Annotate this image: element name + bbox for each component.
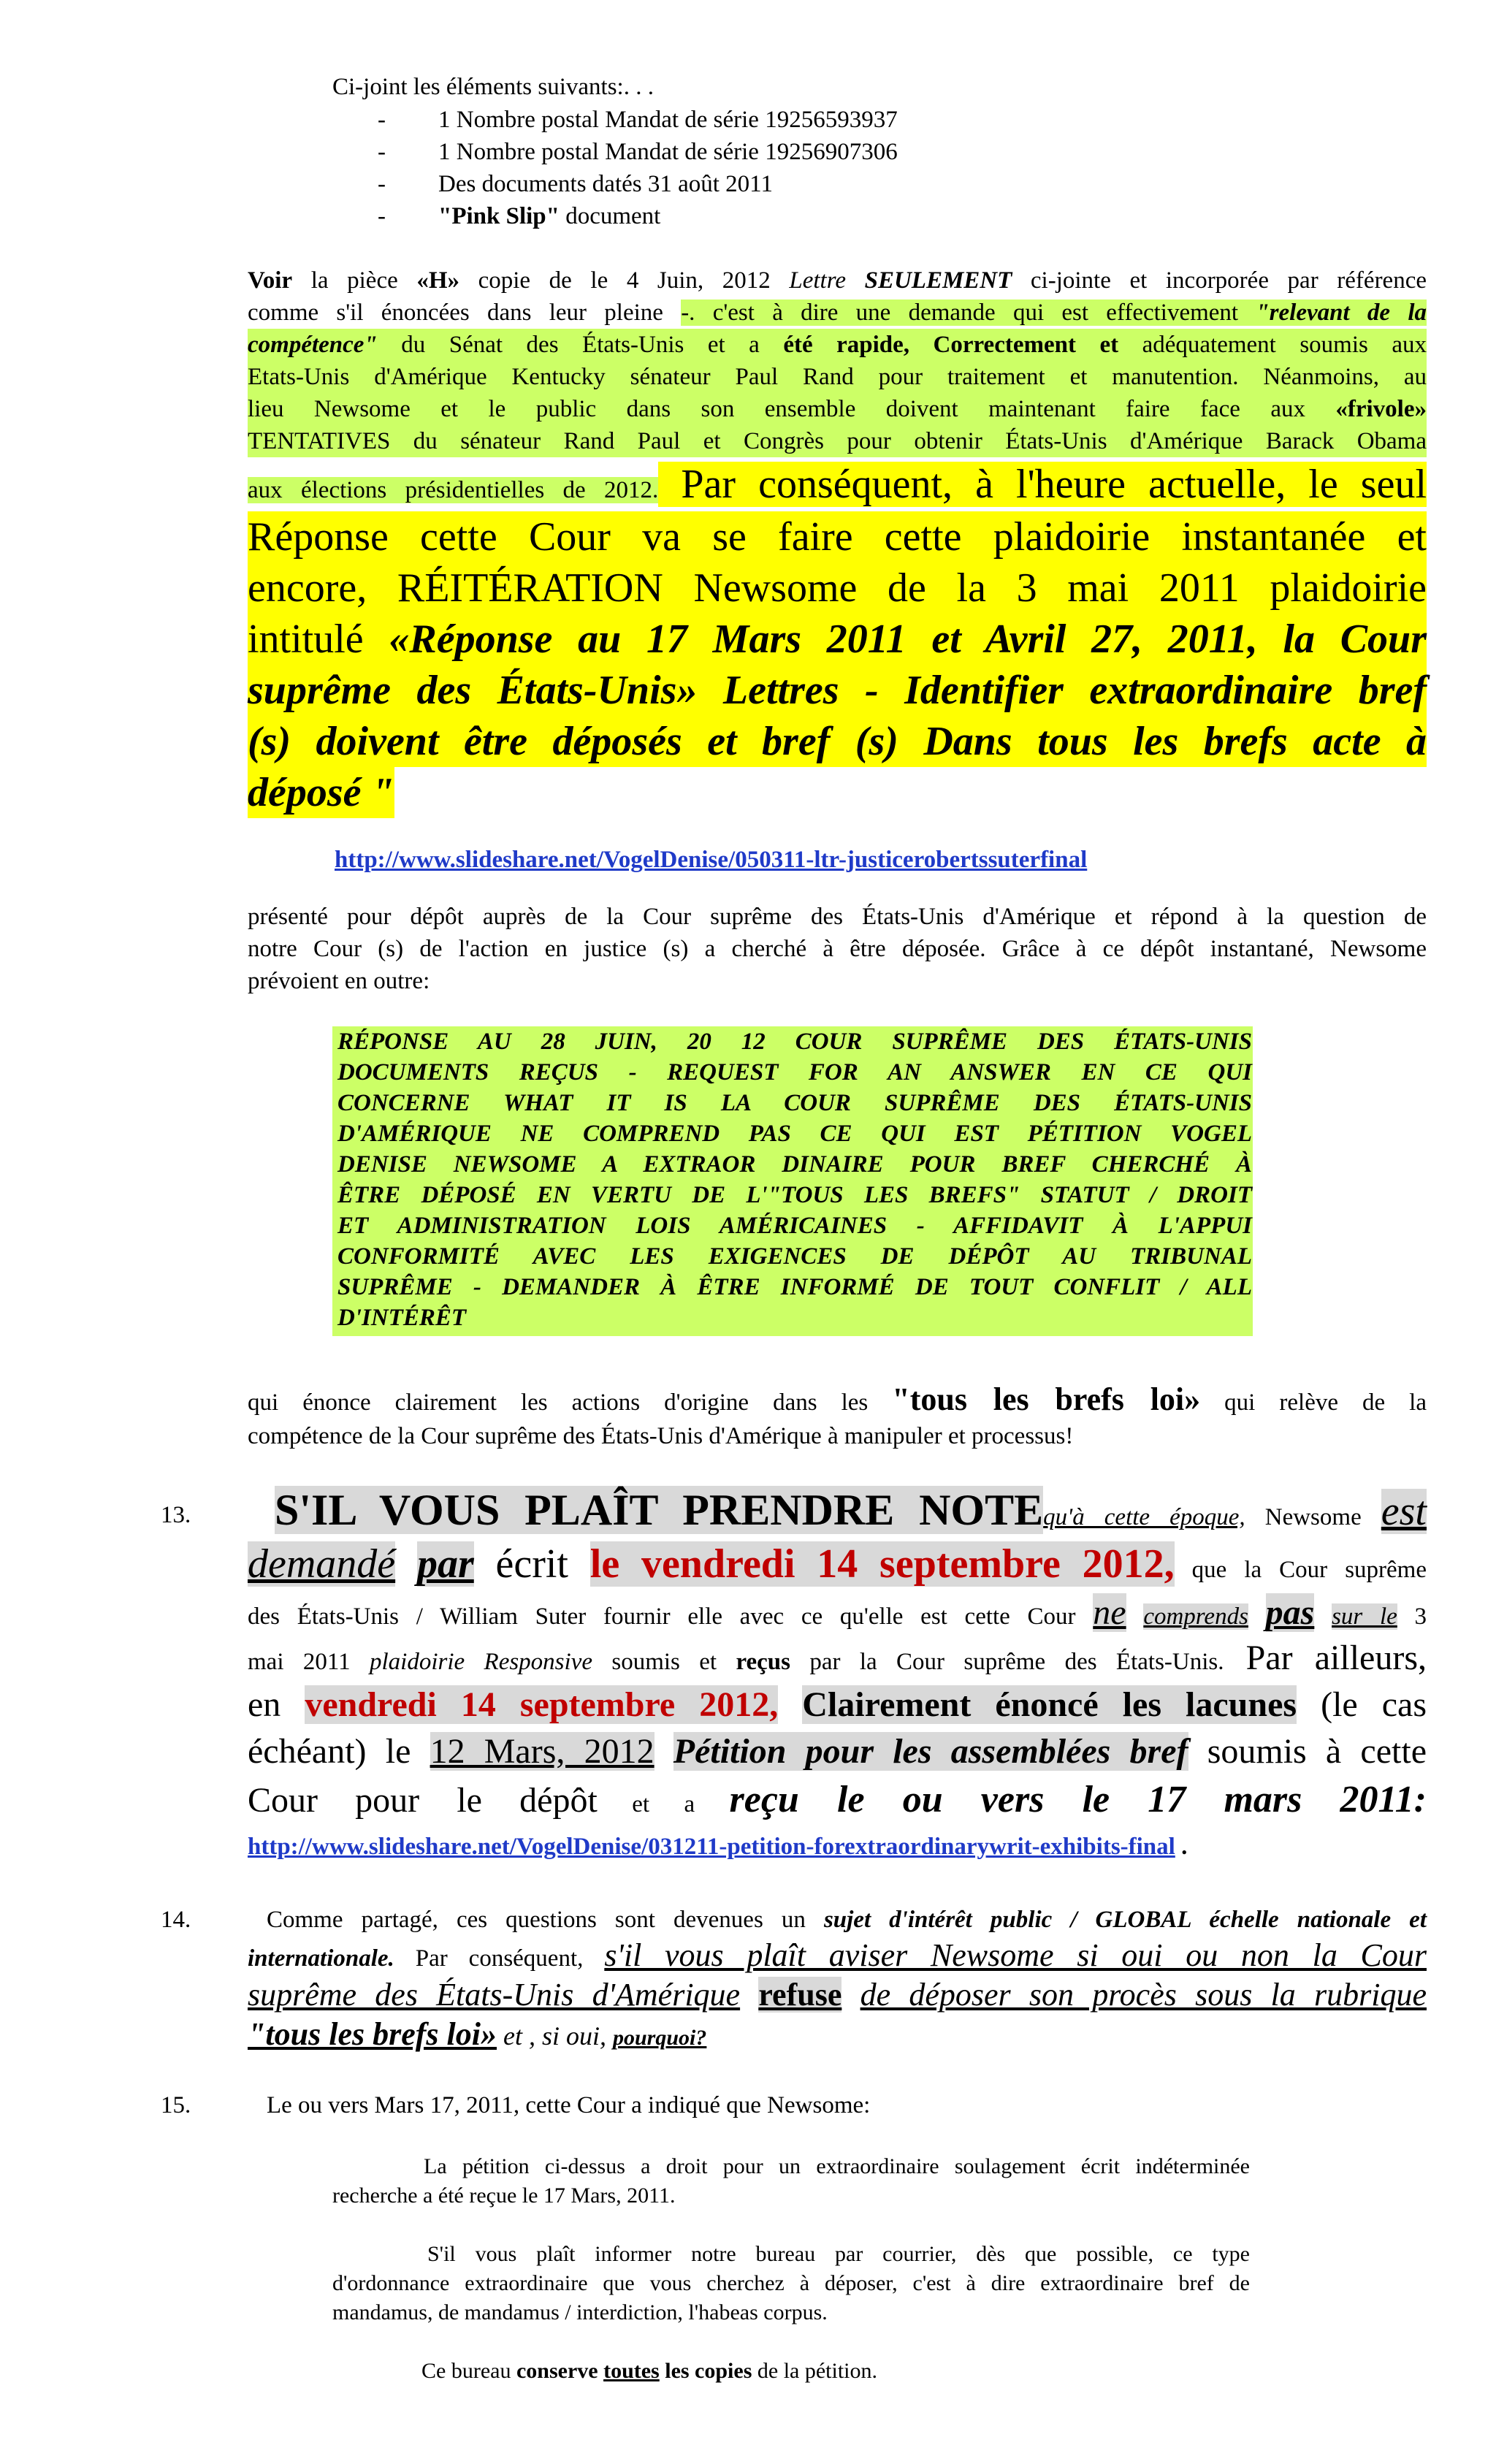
voir-line-4: Etats-Unis d'Amérique Kentucky sénateur Paul Rand pour traitement et manutention. Néanmoins, au (248, 361, 1427, 393)
text-run: en (248, 1685, 305, 1724)
p15-line-1: Le ou vers Mars 17, 2011, cette Cour a indiqué que Newsome: (267, 2092, 871, 2118)
text-run: été rapide, (783, 332, 910, 358)
text-run: pas (1265, 1593, 1315, 1632)
exhibit-h: «H» (416, 267, 460, 294)
text-run: 12 Mars, 2012 (430, 1732, 654, 1771)
box-line: DOCUMENTS REÇUS - REQUEST FOR AN ANSWER EN CE QUI (337, 1059, 1252, 1086)
voir-line-10 (248, 614, 1427, 665)
voir-line-3 (248, 329, 1427, 361)
presente-line-3: prévoient en outre: (248, 968, 430, 994)
text-run: toutes (603, 2359, 660, 2383)
p13-line-2 (248, 1537, 1427, 1591)
paragraph-number-13: 13. (161, 1502, 191, 1528)
list-item (0, 136, 1496, 168)
box-line: D'AMÉRIQUE NE COMPREND PAS CE QUI EST PÉTITION VOGEL (337, 1121, 1252, 1147)
enonce-line-2: compétence de la Cour suprême des États-Unis d'Amérique à manipuler et processus! (248, 1423, 1074, 1449)
text-run: 3 (1397, 1603, 1427, 1630)
p13-line-1 (275, 1483, 1427, 1537)
voir-line-11: suprême des États-Unis» Lettres - Identifier extraordinaire bref (248, 665, 1427, 716)
text-run: Comme partagé, ces questions sont devenues un (267, 1907, 824, 1933)
quote-p2-line-3: mandamus, de mandamus / interdiction, l'habeas corpus. (332, 2300, 828, 2324)
voir-word: Voir (248, 267, 293, 294)
text-run: que la Cour suprême (1174, 1557, 1427, 1583)
text-run: comprends (1143, 1603, 1248, 1630)
list-item-text: 1 Nombre postal Mandat de série 19256907306 (438, 139, 898, 165)
text-run: et , si oui, (497, 2021, 613, 2051)
text-run: s'il vous plaît aviser Newsome si oui ou non la Cour (604, 1937, 1427, 1973)
text-run: mai 2011 (248, 1649, 370, 1675)
text-run: soumis à cette (1188, 1732, 1427, 1771)
text-run: écrit (473, 1541, 590, 1587)
p14-line-2 (248, 1936, 1427, 1975)
text-run: sujet d'intérêt public / GLOBAL échelle nationale et (823, 1907, 1427, 1933)
p14-line-1 (267, 1904, 1427, 1936)
text-run: adéquatement soumis aux (1118, 332, 1427, 358)
text-run: copie de le 4 Juin, 2012 (459, 267, 790, 294)
slideshare-link-2[interactable]: http://www.slideshare.net/VogelDenise/031211-petition-forextraordinarywrit-exhibits-final (248, 1834, 1175, 1860)
text-run: aux élections présidentielles de 2012. (248, 477, 659, 503)
frivole-word: «frivole» (1335, 396, 1427, 422)
text-run: conserve (516, 2359, 598, 2383)
highlight-run: "relevant de la (1256, 300, 1427, 326)
p13-line-5 (248, 1682, 1427, 1728)
list-item (0, 104, 1496, 136)
voir-line-12: (s) doivent être déposés et bref (s) Dans tous les brefs acte à (248, 716, 1427, 767)
text-run (909, 332, 934, 358)
text-run: Cour pour le dépôt (248, 1781, 598, 1820)
text-run: sur le (1332, 1603, 1397, 1630)
text-run: reçus (736, 1649, 790, 1675)
text-run: Pétition pour les assemblées bref (673, 1732, 1188, 1771)
paragraph-number-15: 15. (161, 2092, 191, 2118)
box-line: ET ADMINISTRATION LOIS AMÉRICAINES - AFFIDAVIT À L'APPUI (337, 1213, 1252, 1239)
voir-line-8: Réponse cette Cour va se faire cette plaidoirie instantanée et (248, 511, 1427, 562)
p13-line-6 (248, 1728, 1427, 1775)
p13-line-3 (248, 1591, 1427, 1635)
list-item (0, 168, 1496, 200)
box-line: DENISE NEWSOME A EXTRAOR DINAIRE POUR BREF CHERCHÉ À (337, 1151, 1252, 1178)
quote-p2-line-2: d'ordonnance extraordinaire que vous cherchez à déposer, c'est à dire extraordinaire bref de (332, 2271, 1250, 2295)
pink-slip-label: "Pink Slip" (438, 203, 560, 229)
refuse-word: refuse (758, 1977, 842, 2013)
text-run: Ce bureau (421, 2359, 516, 2383)
list-item-text: Des documents datés 31 août 2011 (438, 171, 773, 197)
text-run: (le cas (1297, 1685, 1427, 1724)
seulement-word: SEULEMENT (864, 267, 1012, 294)
text-run: est (1381, 1489, 1427, 1534)
voir-line-7 (248, 457, 1427, 511)
text-run: et a (597, 1791, 730, 1818)
text-run: Newsome (1245, 1504, 1381, 1530)
voir-line-13: déposé " (248, 767, 394, 818)
p13-line-4 (248, 1635, 1427, 1682)
box-line: D'INTÉRÊT (337, 1305, 467, 1331)
text-run: "tous les brefs loi» (248, 2016, 497, 2052)
text-run: ci-jointe et incorporée par référence (1012, 267, 1427, 294)
text-run: S'il vous plaît informer notre bureau par courrier, dès que possible, ce type (427, 2242, 1250, 2266)
text-run: . (1175, 1834, 1188, 1860)
enonce-line-1 (248, 1379, 1427, 1420)
date-highlight: vendredi 14 septembre 2012, (305, 1685, 779, 1724)
voir-line-9: encore, RÉITÉRATION Newsome de la 3 mai 2011 plaidoirie (248, 562, 1427, 614)
list-dash: - (378, 203, 386, 229)
text-run: qui énonce clairement les actions d'origine dans les (248, 1389, 893, 1416)
quote-p1-line-2: recherche a été reçue le 17 Mars, 2011. (332, 2183, 676, 2208)
p14-line-3 (248, 1975, 1427, 2015)
text-run: les copies (665, 2359, 752, 2383)
paragraph-number-14: 14. (161, 1907, 191, 1933)
list-item-text: 1 Nombre postal Mandat de série 19256593937 (438, 107, 898, 133)
text-run: par la Cour suprême des États-Unis. (790, 1649, 1224, 1675)
text-run: suprême des États-Unis d'Amérique (248, 1977, 741, 2013)
attachments-heading: Ci-joint les éléments suivants:. . . (332, 74, 654, 100)
quote-p1-line-1 (332, 2152, 1250, 2181)
text-run: échéant) le (248, 1732, 430, 1771)
presente-line-1: présenté pour dépôt auprès de la Cour suprême des États-Unis d'Amérique et répond à la question de (248, 904, 1427, 930)
text-run: par (416, 1541, 474, 1587)
box-line: RÉPONSE AU 28 JUIN, 20 12 COUR SUPRÊME DES ÉTATS-UNIS (337, 1029, 1252, 1055)
text-run: des États-Unis / William Suter fournir elle avec ce qu'elle est cette Cour (248, 1603, 1094, 1630)
list-item-suffix: document (559, 203, 661, 229)
list-item-text (438, 200, 660, 232)
slideshare-link-1[interactable]: http://www.slideshare.net/VogelDenise/050311-ltr-justicerobertssuterfinal (335, 847, 1088, 873)
p13-line-7 (248, 1775, 1427, 1825)
box-line: CONFORMITÉ AVEC LES EXIGENCES DE DÉPÔT AU TRIBUNAL (337, 1243, 1252, 1270)
box-line: CONCERNE WHAT IT IS LA COUR SUPRÊME DES ÉTATS-UNIS (337, 1090, 1252, 1116)
presente-line-2: notre Cour (s) de l'action en justice (s) a cherché à être déposée. Grâce à ce dépôt instantané, Newsome (248, 936, 1427, 962)
list-dash: - (378, 139, 386, 165)
list-dash: - (378, 107, 386, 133)
highlight-run: -. c'est à dire une demande qui est effectivement (681, 300, 1256, 326)
text-run: Par conséquent, (394, 1945, 605, 1972)
please-take-note: S'IL VOUS PLAÎT PRENDRE NOTE (275, 1486, 1044, 1534)
text-run: Par ailleurs, (1224, 1639, 1427, 1677)
pourquoi-word: pourquoi? (613, 2026, 707, 2050)
list-dash: - (378, 171, 386, 197)
quote-p2-line-1 (332, 2240, 1250, 2269)
text-run: la pièce (292, 267, 417, 294)
text-run: Correctement et (933, 332, 1119, 358)
list-item (0, 200, 1496, 232)
box-line: SUPRÊME - DEMANDER À ÊTRE INFORMÉ DE TOUT CONFLIT / ALL (337, 1274, 1252, 1300)
text-run: intitulé (248, 617, 389, 662)
text-run: plaidoirie Responsive (370, 1649, 592, 1675)
text-run: Lettre (789, 267, 865, 294)
text-run: ne (1093, 1593, 1126, 1632)
text-run: de déposer son procès sous la rubrique (860, 1977, 1427, 2013)
voir-line-6: TENTATIVES du sénateur Rand Paul et Congrès pour obtenir États-Unis d'Amérique Barack Obama (248, 425, 1427, 457)
text-run: de la pétition. (752, 2359, 878, 2383)
text-run: Clairement énoncé les lacunes (802, 1685, 1297, 1724)
text-run: «Réponse au 17 Mars 2011 et Avril 27, 2011, la Cour (389, 617, 1427, 662)
text-run: du Sénat des États-Unis et a (377, 332, 784, 358)
text-run: soumis et (592, 1649, 736, 1675)
text-run: La pétition ci-dessus a droit pour un extraordinaire soulagement écrit indéterminée (424, 2154, 1250, 2178)
tous-les-brefs-loi: "tous les brefs loi» (892, 1381, 1201, 1417)
text-run: reçu le ou vers le 17 mars 2011: (729, 1779, 1427, 1820)
text-run: comme s'il énoncées dans leur pleine (248, 300, 682, 326)
voir-line-2 (248, 297, 1427, 329)
voir-line-5 (248, 393, 1427, 425)
text-run: internationale. (248, 1945, 394, 1972)
text-run: compétence" (248, 332, 378, 358)
big-highlight-run: Par conséquent, à l'heure actuelle, le seul (658, 462, 1427, 507)
p14-line-4 (248, 2015, 706, 2054)
text-run: qu'à cette époque, (1043, 1504, 1245, 1530)
text-run: qui relève de la (1200, 1389, 1427, 1416)
p13-line-8 (248, 1831, 1187, 1863)
text-run: demandé (248, 1541, 396, 1587)
text-run: lieu Newsome et le public dans son ensemble doivent maintenant faire face aux (248, 396, 1336, 422)
quote-p3 (421, 2357, 877, 2386)
box-line: ÊTRE DÉPOSÉ EN VERTU DE L'"TOUS LES BREFS" STATUT / DROIT (337, 1182, 1252, 1208)
date-highlight: le vendredi 14 septembre 2012, (589, 1541, 1175, 1587)
voir-line-1 (248, 264, 1427, 297)
